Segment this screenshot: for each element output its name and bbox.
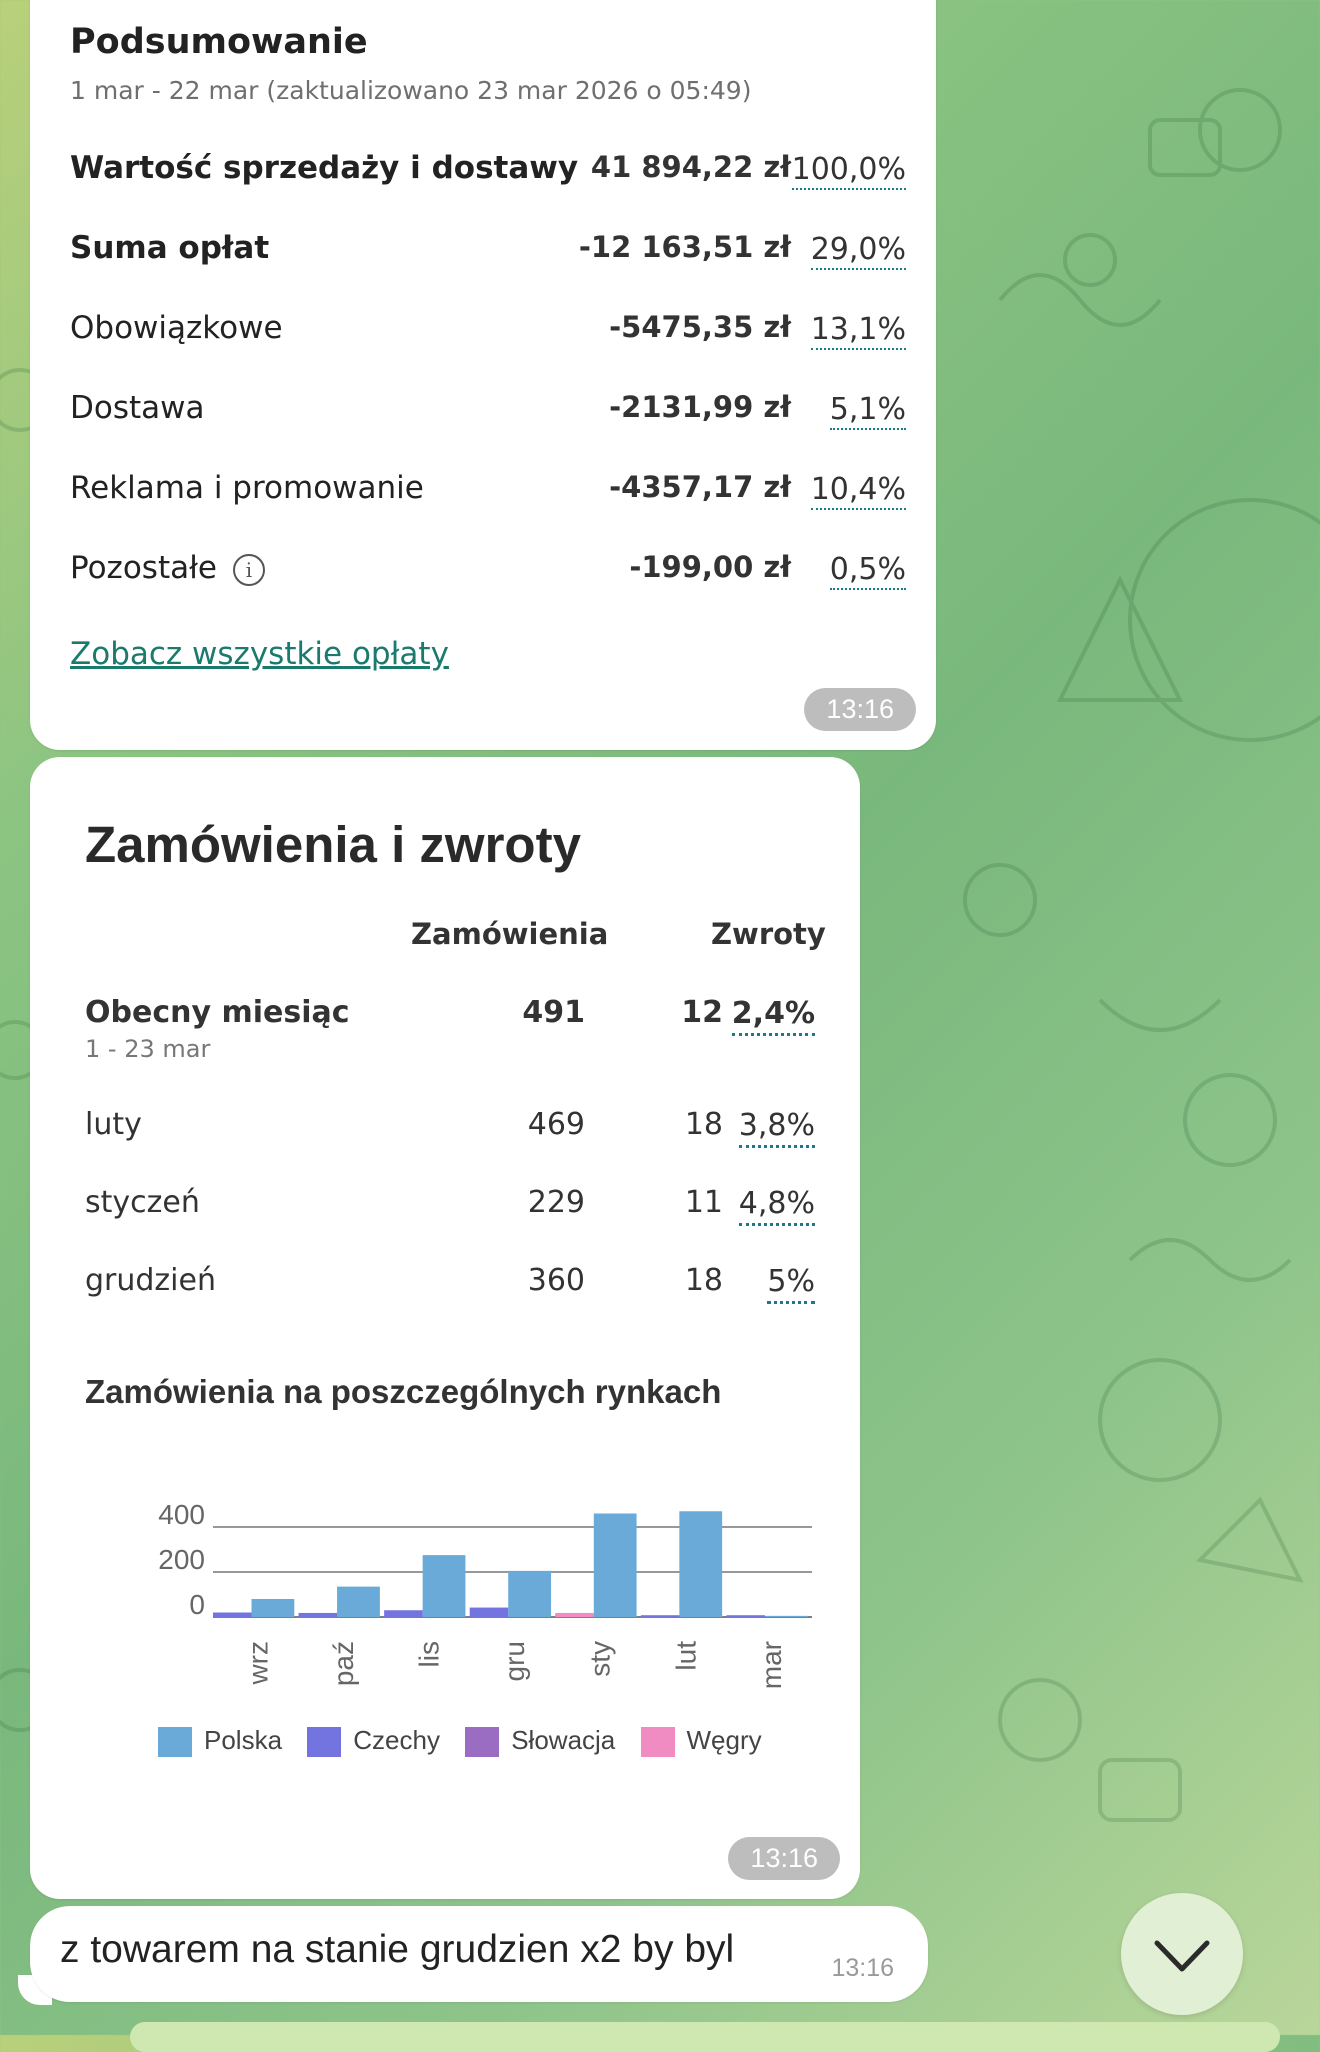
legend-swatch xyxy=(307,1727,341,1757)
summary-row-amount: -5475,35 zł xyxy=(609,310,791,344)
bar-polska xyxy=(252,1599,295,1617)
x-tick-label: lis xyxy=(413,1641,445,1668)
legend-swatch xyxy=(641,1727,675,1757)
summary-row-mandatory xyxy=(70,310,906,360)
text-message-bubble xyxy=(30,1906,928,2002)
orders-count: 229 xyxy=(527,1185,585,1220)
returns-percent[interactable]: 2,4% xyxy=(732,995,815,1036)
summary-row-amount: -2131,99 zł xyxy=(609,390,791,424)
legend-label: Węgry xyxy=(686,1725,762,1755)
summary-row-percent[interactable]: 100,0% xyxy=(792,152,906,190)
bar-czechy xyxy=(641,1615,680,1617)
summary-row-amount: 41 894,22 zł xyxy=(590,150,791,184)
returns-count: 11 xyxy=(684,1185,723,1220)
x-tick-label: paź xyxy=(328,1641,360,1687)
legend-swatch xyxy=(465,1727,499,1757)
y-tick-label: 400 xyxy=(158,1499,205,1530)
message-timestamp: 13:16 xyxy=(831,1954,894,1982)
bar-polska xyxy=(508,1571,551,1617)
legend-label: Czechy xyxy=(353,1725,440,1755)
legend-item-czechy[interactable] xyxy=(307,1725,440,1757)
returns-percent[interactable]: 3,8% xyxy=(739,1107,815,1148)
summary-row-percent[interactable]: 29,0% xyxy=(811,232,906,270)
legend-label: Polska xyxy=(204,1725,283,1755)
summary-title: Podsumowanie xyxy=(70,22,368,62)
bar-czechy xyxy=(726,1615,765,1617)
legend-item-polska[interactable] xyxy=(158,1725,282,1757)
summary-row-label: Suma opłat xyxy=(70,230,270,266)
summary-row-delivery xyxy=(70,390,906,440)
scroll-to-bottom-button[interactable] xyxy=(1121,1893,1243,2015)
summary-row-label: Dostawa xyxy=(70,390,205,426)
bar-wegry xyxy=(555,1613,594,1617)
summary-row-label: Wartość sprzedaży i dostawy xyxy=(70,150,579,186)
summary-date-range: 1 mar - 22 mar (zaktualizowano 23 mar 2026 o 05:49) xyxy=(70,76,752,105)
x-tick-label: lut xyxy=(670,1641,702,1671)
summary-row-percent[interactable]: 10,4% xyxy=(811,472,906,510)
chart-title: Zamówienia na poszczególnych rynkach xyxy=(85,1373,722,1410)
markets-bar-chart xyxy=(70,1457,830,1717)
legend-label: Słowacja xyxy=(511,1725,616,1755)
orders-row-label: styczeń xyxy=(85,1185,200,1220)
next-message-bubble-edge xyxy=(130,2022,1280,2052)
y-tick-label: 200 xyxy=(158,1544,205,1575)
orders-count: 469 xyxy=(527,1107,585,1142)
summary-row-total-fees xyxy=(70,230,906,280)
orders-title: Zamówienia i zwroty xyxy=(85,816,581,873)
summary-row-sales xyxy=(70,150,906,200)
bar-czechy xyxy=(470,1608,509,1617)
x-tick-label: mar xyxy=(755,1641,787,1690)
summary-row-advertising xyxy=(70,470,906,520)
see-all-fees-link[interactable]: Zobacz wszystkie opłaty xyxy=(70,636,449,672)
column-header-returns: Zwroty xyxy=(711,917,826,951)
legend-item-slowacja[interactable] xyxy=(465,1725,615,1757)
returns-percent[interactable]: 5% xyxy=(767,1263,815,1304)
bar-czechy xyxy=(213,1613,252,1618)
bar-polska xyxy=(679,1511,722,1617)
x-tick-label: sty xyxy=(584,1641,616,1677)
chevron-down-icon xyxy=(1121,1893,1243,2015)
orders-row-label: Obecny miesiąc xyxy=(85,995,350,1030)
orders-row-label: grudzień xyxy=(85,1263,216,1298)
returns-count: 12 xyxy=(681,995,723,1030)
orders-row-december xyxy=(85,1263,815,1323)
orders-row-february xyxy=(85,1107,815,1167)
legend-swatch xyxy=(158,1727,192,1757)
orders-count: 360 xyxy=(527,1263,585,1298)
column-header-orders: Zamówienia xyxy=(411,917,609,951)
summary-row-amount: -199,00 zł xyxy=(629,550,791,584)
bar-polska xyxy=(765,1616,808,1617)
chart-legend xyxy=(158,1725,780,1757)
x-tick-label: wrz xyxy=(242,1641,274,1685)
orders-row-january xyxy=(85,1185,815,1245)
orders-row-current-month xyxy=(85,995,815,1063)
summary-row-label-wrap xyxy=(70,550,265,586)
summary-row-amount: -4357,17 zł xyxy=(609,470,791,504)
returns-count: 18 xyxy=(684,1263,723,1298)
y-tick-label: 0 xyxy=(189,1589,205,1620)
summary-row-other xyxy=(70,550,906,600)
bar-polska xyxy=(337,1587,380,1617)
summary-row-amount: -12 163,51 zł xyxy=(578,230,791,264)
summary-row-label: Pozostałe xyxy=(70,550,217,586)
summary-row-label: Reklama i promowanie xyxy=(70,470,424,506)
message-timestamp: 13:16 xyxy=(804,688,916,731)
summary-row-percent[interactable]: 13,1% xyxy=(811,312,906,350)
legend-item-wegry[interactable] xyxy=(641,1725,762,1757)
bar-czechy xyxy=(299,1613,338,1617)
x-tick-label: gru xyxy=(499,1641,531,1682)
bar-polska xyxy=(423,1555,466,1617)
summary-message-bubble xyxy=(30,0,936,750)
orders-row-label: luty xyxy=(85,1107,142,1142)
summary-row-percent[interactable]: 0,5% xyxy=(830,552,906,590)
returns-percent[interactable]: 4,8% xyxy=(739,1185,815,1226)
summary-row-label: Obowiązkowe xyxy=(70,310,283,346)
orders-row-date-range: 1 - 23 mar xyxy=(85,1035,211,1063)
orders-message-bubble xyxy=(30,757,860,1899)
bar-czechy xyxy=(384,1610,423,1617)
bar-polska xyxy=(594,1514,637,1618)
message-text: z towarem na stanie grudzien x2 by byl xyxy=(60,1928,735,1971)
summary-row-percent[interactable]: 5,1% xyxy=(830,392,906,430)
message-timestamp: 13:16 xyxy=(728,1837,840,1880)
orders-count: 491 xyxy=(522,995,585,1030)
returns-count: 18 xyxy=(684,1107,723,1142)
info-icon[interactable]: i xyxy=(233,554,265,586)
